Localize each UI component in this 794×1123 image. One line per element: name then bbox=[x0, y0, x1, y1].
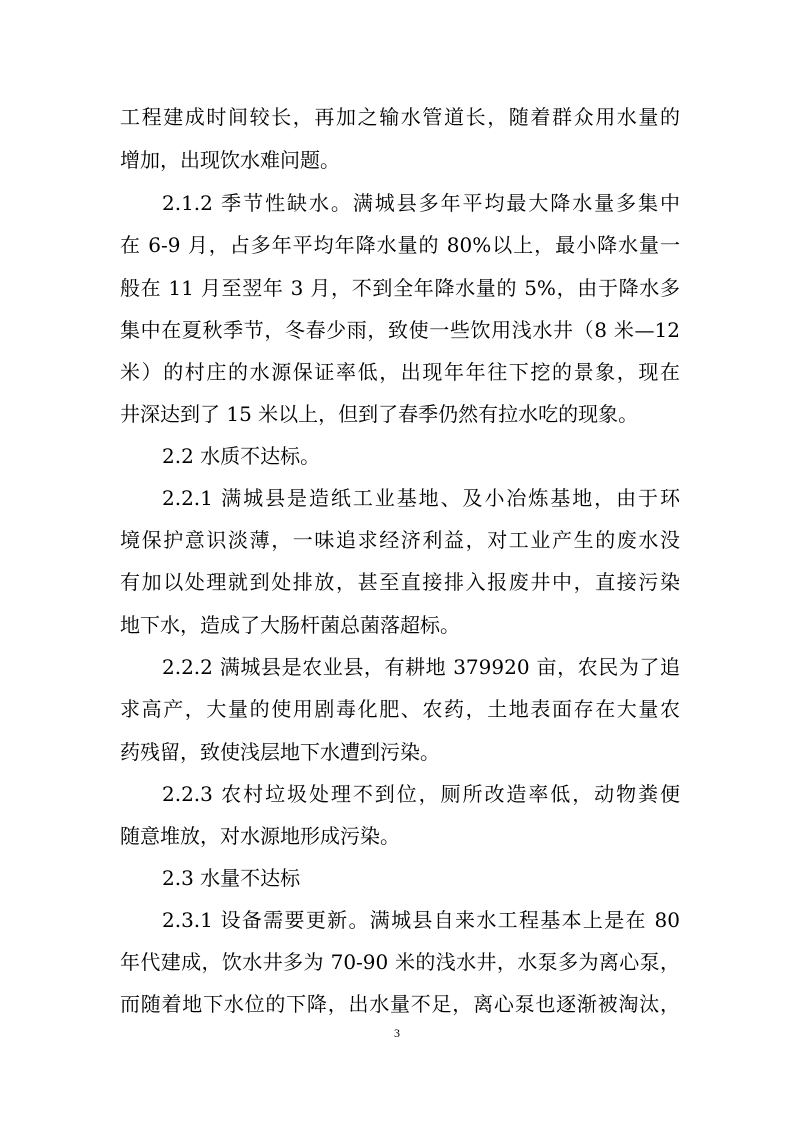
body-line: 年代建成，饮水井多为 70-90 米的浅水井，水泵多为离心泵， bbox=[120, 950, 680, 974]
body-line: 工程建成时间较长，再加之输水管道长，随着群众用水量的 bbox=[120, 105, 680, 129]
body-line: 而随着地下水位的下降，出水量不足，离心泵也逐渐被淘汰， bbox=[120, 992, 680, 1016]
page-number: 3 bbox=[394, 1026, 400, 1040]
body-line: 有加以处理就到处排放，甚至直接排入报废井中，直接污染 bbox=[120, 570, 680, 594]
body-line: 2.2.3 农村垃圾处理不到位，厕所改造率低，动物粪便 bbox=[162, 782, 680, 806]
body-line: 药残留，致使浅层地下水遭到污染。 bbox=[120, 740, 440, 764]
body-line: 境保护意识淡薄，一味追求经济利益，对工业产生的废水没 bbox=[120, 528, 680, 552]
body-line: 集中在夏秋季节，冬春少雨，致使一些饮用浅水井（8 米—12 bbox=[120, 318, 680, 342]
body-line: 般在 11 月至翌年 3 月，不到全年降水量的 5%，由于降水多 bbox=[120, 276, 680, 300]
body-line: 2.1.2 季节性缺水。满城县多年平均最大降水量多集中 bbox=[162, 191, 680, 215]
body-line: 2.2.1 满城县是造纸工业基地、及小冶炼基地，由于环 bbox=[162, 486, 680, 510]
body-line: 地下水，造成了大肠杆菌总菌落超标。 bbox=[120, 613, 460, 637]
body-line: 米）的村庄的水源保证率低，出现年年往下挖的景象，现在 bbox=[120, 360, 680, 384]
section-heading: 2.2 水质不达标。 bbox=[162, 444, 321, 468]
section-heading: 2.3 水量不达标 bbox=[162, 866, 301, 890]
body-line: 2.3.1 设备需要更新。满城县自来水工程基本上是在 80 bbox=[162, 908, 680, 932]
body-line: 井深达到了 15 米以上，但到了春季仍然有拉水吃的现象。 bbox=[120, 402, 639, 426]
body-line: 增加，出现饮水难问题。 bbox=[120, 148, 340, 172]
body-line: 在 6-9 月，占多年平均年降水量的 80%以上，最小降水量一 bbox=[120, 233, 680, 257]
body-line: 随意堆放，对水源地形成污染。 bbox=[120, 824, 400, 848]
body-line: 求高产，大量的使用剧毒化肥、农药，土地表面存在大量农 bbox=[120, 697, 680, 721]
body-line: 2.2.2 满城县是农业县，有耕地 379920 亩，农民为了追 bbox=[162, 655, 680, 679]
